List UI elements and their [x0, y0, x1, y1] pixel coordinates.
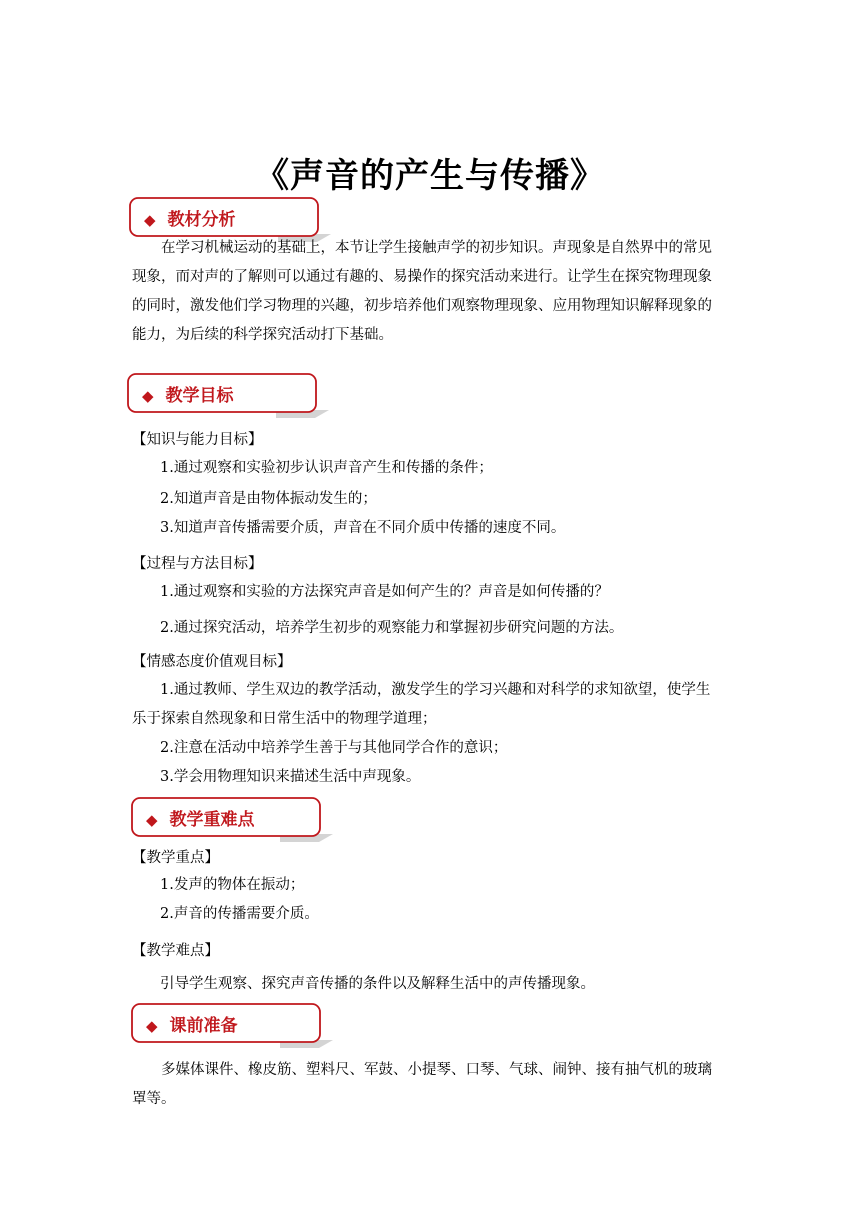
list-item: 3.知道声音传播需要介质，声音在不同介质中传播的速度不同。	[160, 520, 566, 536]
paragraph-line: 罩等。	[132, 1091, 176, 1107]
list-item: 1.通过观察和实验初步认识声音产生和传播的条件；	[160, 460, 493, 476]
section-tag-key-difficult-points	[130, 796, 345, 842]
list-item: 2.声音的传播需要介质。	[160, 906, 319, 922]
diamond-icon: ◆	[146, 1017, 158, 1035]
section-paragraph	[132, 234, 732, 350]
group-label: 【情感态度价值观目标】	[132, 654, 292, 670]
diamond-icon: ◆	[142, 387, 154, 405]
paragraph-line: 在学习机械运动的基础上，本节让学生接触声学的初步知识。声现象是自然界中的常见	[161, 240, 712, 256]
list-item: 3.学会用物理知识来描述生活中声现象。	[160, 769, 421, 785]
group-label: 【知识与能力目标】	[132, 432, 263, 448]
list-item: 1.发声的物体在振动；	[160, 877, 305, 893]
list-item: 1.通过教师、学生双边的教学活动，激发学生的学习兴趣和对科学的求知欲望，使学生	[160, 682, 711, 698]
group-label: 【教学难点】	[132, 943, 219, 959]
paragraph-line: 能力，为后续的科学探究活动打下基础。	[132, 327, 393, 343]
list-item: 2.知道声音是由物体振动发生的；	[160, 491, 377, 507]
list-item: 乐于探索自然现象和日常生活中的物理学道理；	[132, 711, 437, 727]
diamond-icon: ◆	[144, 211, 156, 229]
page-title: 《声音的产生与传播》	[255, 156, 605, 196]
group-label: 【教学重点】	[132, 850, 219, 866]
list-item: 2.通过探究活动，培养学生初步的观察能力和掌握初步研究问题的方法。	[160, 620, 624, 636]
list-item: 1.通过观察和实验的方法探究声音是如何产生的？声音是如何传播的？	[160, 584, 609, 600]
section-heading: 教材分析	[167, 210, 236, 230]
paragraph-line: 多媒体课件、橡皮筋、塑料尺、军鼓、小提琴、口琴、气球、闹钟、接有抽气机的玻璃	[161, 1062, 712, 1078]
section-tag-teaching-objectives	[126, 372, 341, 418]
section-heading: 教学目标	[165, 386, 234, 406]
section-heading: 教学重难点	[169, 810, 255, 830]
section-paragraph	[132, 1056, 732, 1114]
paragraph-line: 的同时，激发他们学习物理的兴趣，初步培养他们观察物理现象、应用物理知识解释现象的	[132, 298, 712, 314]
paragraph-line: 现象，而对声的了解则可以通过有趣的、易操作的探究活动来进行。让学生在探究物理现象	[132, 269, 712, 285]
group-label: 【过程与方法目标】	[132, 556, 263, 572]
section-tag-preparation	[130, 1002, 345, 1048]
section-heading: 课前准备	[169, 1016, 238, 1036]
diamond-icon: ◆	[146, 811, 158, 829]
list-item: 2.注意在活动中培养学生善于与其他同学合作的意识；	[160, 740, 508, 756]
list-item: 引导学生观察、探究声音传播的条件以及解释生活中的声传播现象。	[160, 976, 595, 992]
